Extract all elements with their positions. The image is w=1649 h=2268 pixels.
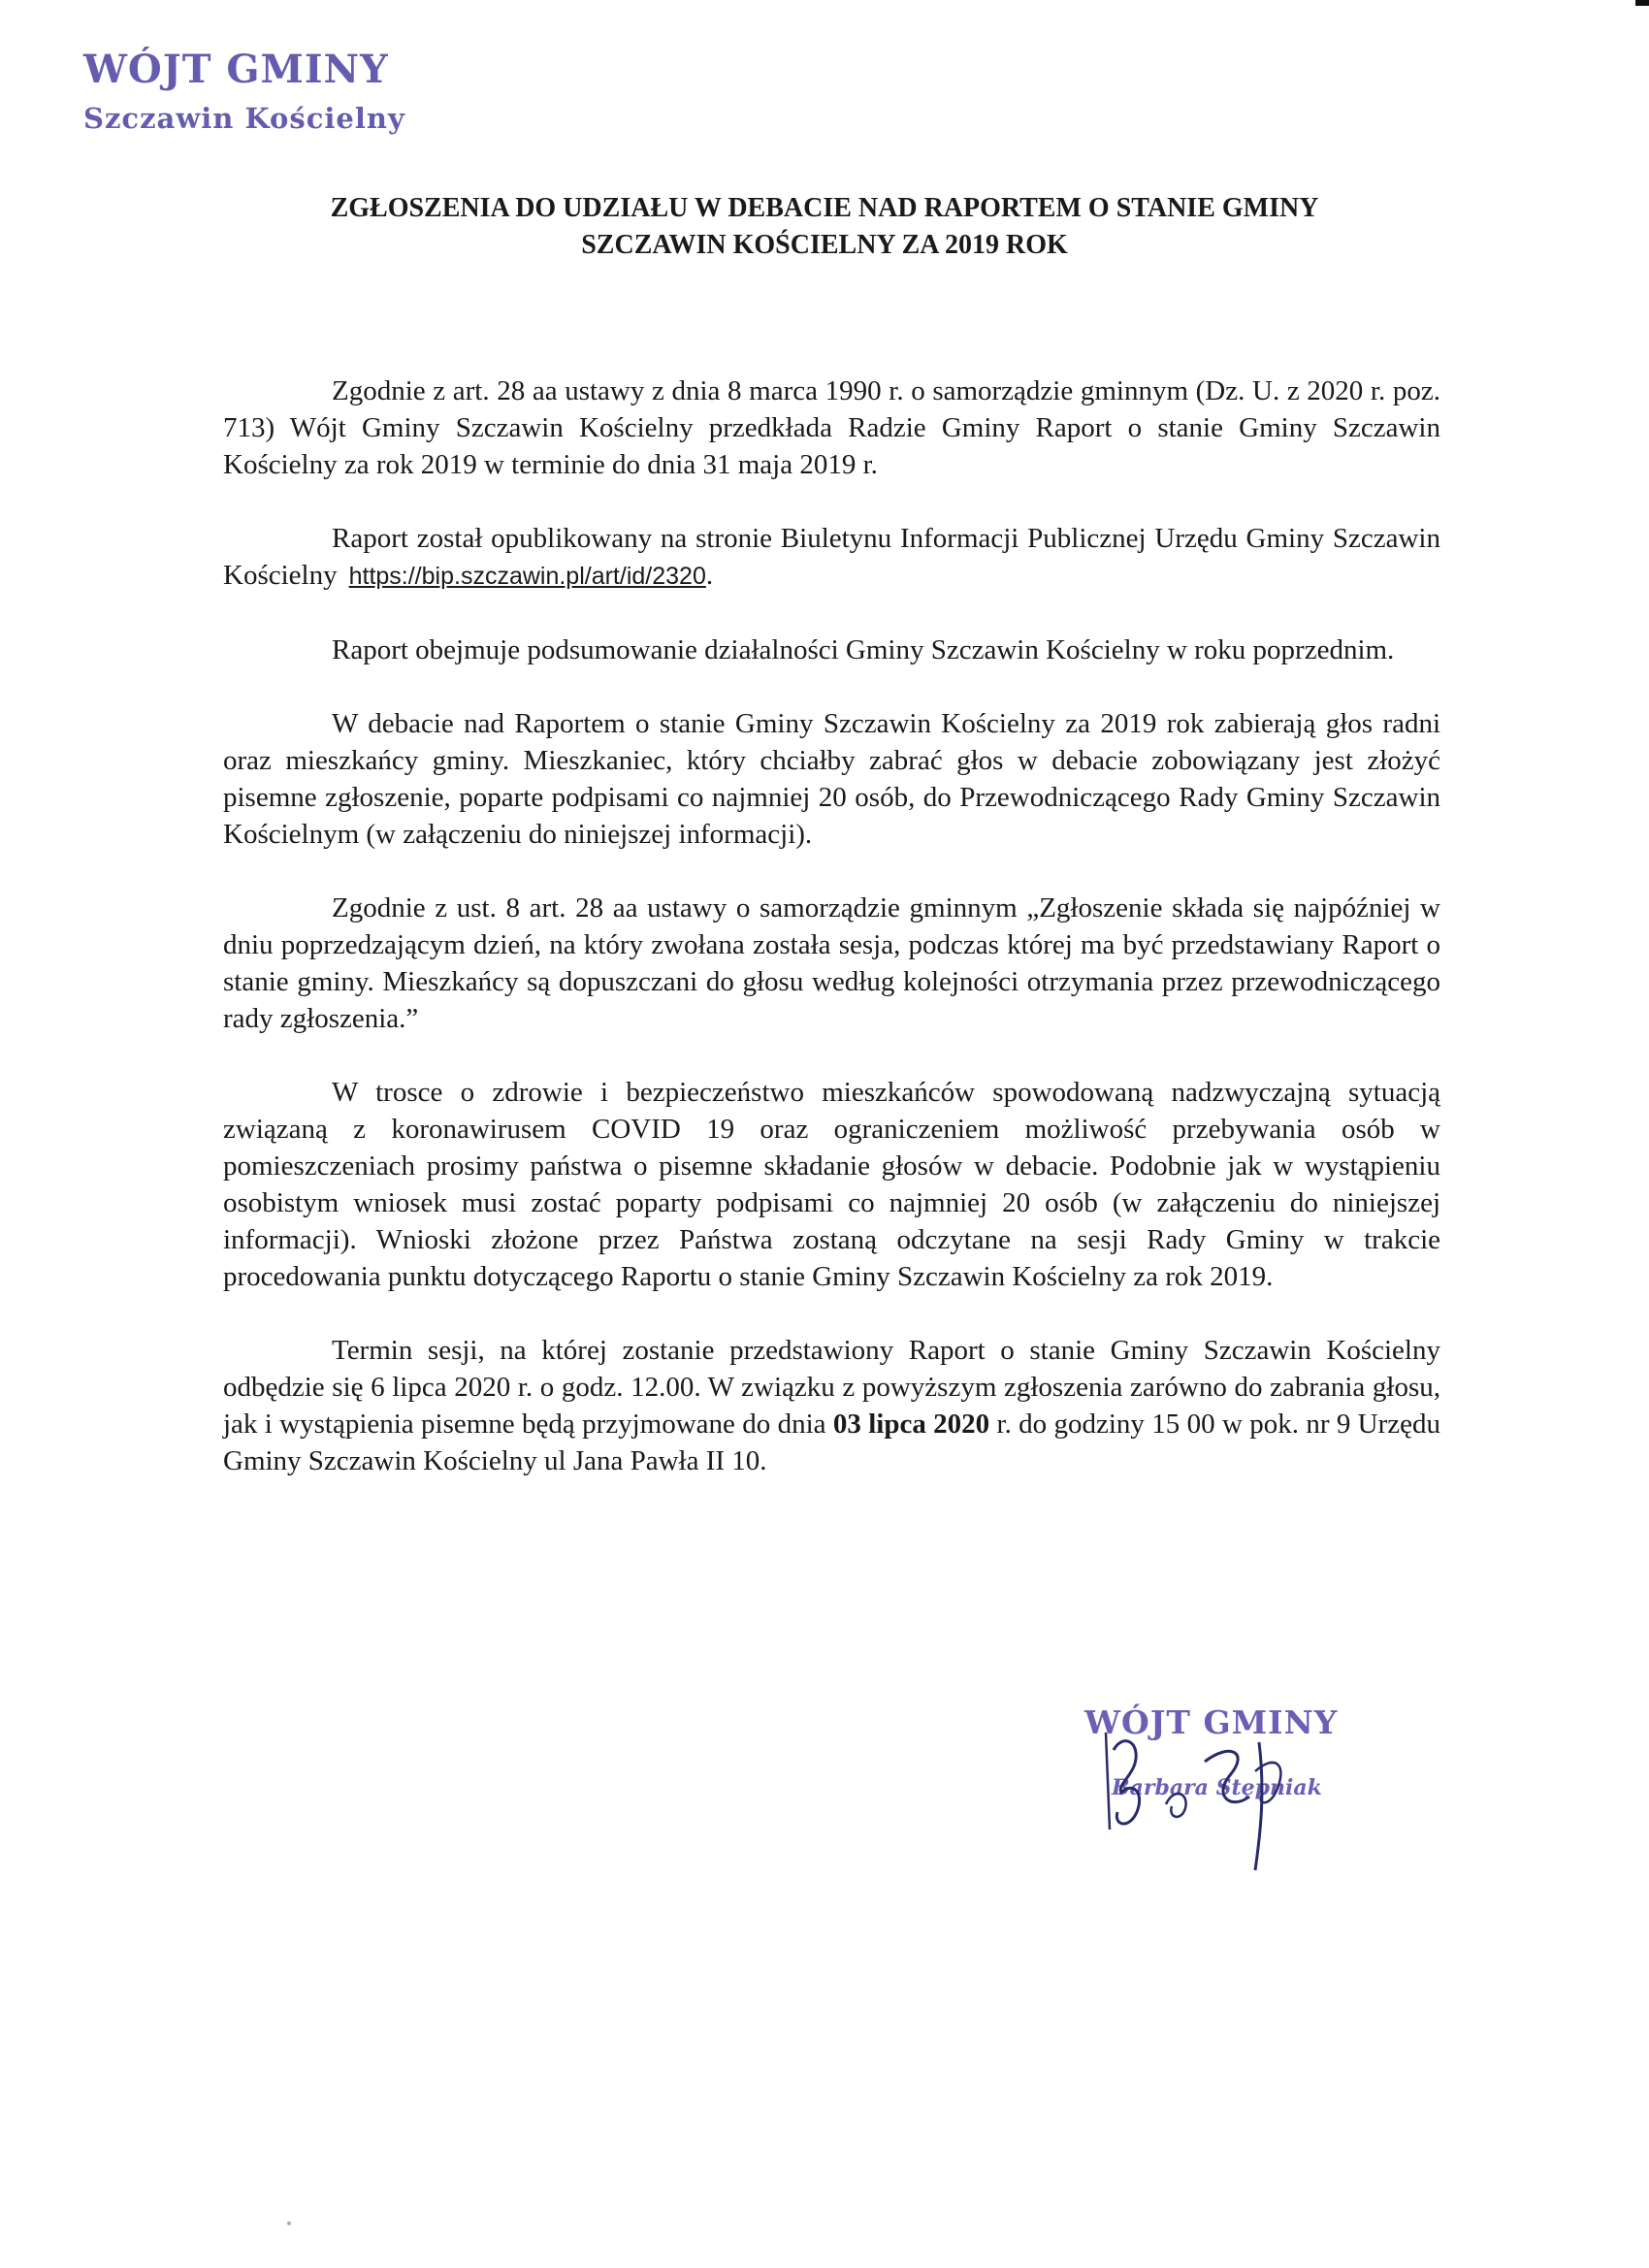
paragraph-publication-text: Raport został opublikowany na stronie Biuletynu Informacji Publicznej Urzędu Gminy Szczawin Kościelny	[223, 523, 1440, 591]
signature-stamp-name: Barbara Stępniak	[1112, 1775, 1322, 1800]
signature-stamp	[1084, 1703, 1366, 1888]
bip-link[interactable]: https://bip.szczawin.pl/art/id/2320	[348, 563, 706, 590]
scan-speck	[287, 2221, 291, 2225]
deadline-date: 03 lipca 2020	[832, 1409, 990, 1440]
header-stamp-subtitle: Szczawin Kościelny	[83, 102, 405, 135]
document-body	[223, 373, 1440, 1516]
paragraph-legal-basis: Zgodnie z art. 28 aa ustawy z dnia 8 marca 1990 r. o samorządzie gminnym (Dz. U. z 2020 r. poz. 713) Wójt Gminy Szczawin Kościelny przedkłada Radzie Gminy Raport o stanie Gminy Szczawin Kościelny za rok 2019 w terminie do dnia 31 maja 2019 r.	[223, 375, 1440, 480]
paragraph-summary: Raport obejmuje podsumowanie działalności Gminy Szczawin Kościelny w roku poprzednim.	[332, 634, 1395, 665]
paragraph-publication	[223, 520, 1440, 595]
paragraph-quote: Zgodnie z ust. 8 art. 28 aa ustawy o samorządzie gminnym „Zgłoszenie składa się najpóźniej w dniu poprzedzającym dzień, na który zwołana została sesja, podczas której ma być przedstawiany Raport o stanie gminy. Mieszkańcy są dopuszczani do głosu według kolejności otrzymania przez przewodniczącego rady zgłoszenia.”	[223, 892, 1440, 1034]
scan-edge-mark	[1635, 0, 1649, 6]
header-stamp-title: WÓJT GMINY	[83, 47, 389, 92]
paragraph-publication-end: .	[705, 560, 714, 591]
paragraph-session-end: r. do godziny 15 00 w pok. nr 9 Urzędu Gminy Szczawin Kościelny ul Jana Pawła II 10.	[223, 1409, 1440, 1476]
signature-stamp-title: WÓJT GMINY	[1084, 1703, 1339, 1741]
paragraph-session-date	[223, 1332, 1440, 1479]
handwritten-signature	[1084, 1703, 1366, 1888]
paragraph-session-text: Termin sesji, na której zostanie przedstawiony Raport o stanie Gminy Szczawin Kościelny odbędzie się 6 lipca 2020 r. o godz. 12.00. W związku z powyższym zgłoszenia zarówno do zabrania głosu, jak i wystąpienia pisemne będą przyjmowane do dnia	[223, 1335, 1440, 1440]
document-title-line-1: ZGŁOSZENIA DO UDZIAŁU W DEBACIE NAD RAPORTEM O STANIE GMINY	[330, 193, 1319, 223]
paragraph-covid: W trosce o zdrowie i bezpieczeństwo mieszkańców spowodowaną nadzwyczajną sytuacją związaną z koronawirusem COVID 19 oraz ograniczeniem możliwość przebywania osób w pomieszczeniach prosimy państwa o pisemne składanie głosów w debacie. Podobnie jak w wystąpieniu osobistym wniosek musi zostać poparty podpisami co najmniej 20 osób (w załączeniu do niniejszej informacji). Wnioski złożone przez Państwa zostaną odczytane na sesji Rady Gminy w trakcie procedowania punktu dotyczącego Raportu o stanie Gminy Szczawin Kościelny za rok 2019.	[223, 1077, 1440, 1292]
paragraph-debate: W debacie nad Raportem o stanie Gminy Szczawin Kościelny za 2019 rok zabierają głos radni oraz mieszkańcy gminy. Mieszkaniec, który chciałby zabrać głos w debacie zobowiązany jest złożyć pisemne zgłoszenie, poparte podpisami co najmniej 20 osób, do Przewodniczącego Rady Gminy Szczawin Kościelnym (w załączeniu do niniejszej informacji).	[223, 708, 1440, 850]
document-title	[175, 190, 1474, 264]
document-title-line-2: SZCZAWIN KOŚCIELNY ZA 2019 ROK	[581, 230, 1068, 260]
header-stamp	[83, 47, 405, 135]
